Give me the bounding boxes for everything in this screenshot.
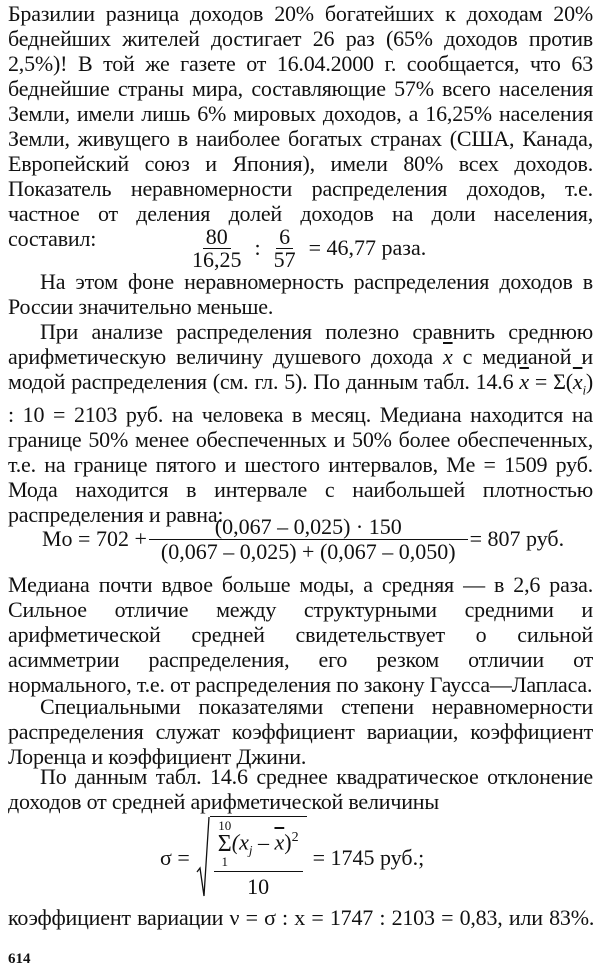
- formula-mode: [42, 515, 564, 563]
- formula-result: = 1745 руб.;: [312, 845, 425, 870]
- denominator: 16,25: [192, 246, 242, 272]
- paragraph-text: При анализе распределения полезно сравнить среднюю арифметическую величину душевого дохода $\overline{x}$ с медианой и модой распределения (см. гл. 5). По данным табл. 14.6 $\overline{x} = \Sigma(\overline{x}_i)$ : 10 = 2103 руб. на человека в месяц. Медиана находится на границе 50% менее обеспеченных и 50% более обеспеченных, т.е. на границе пятого и шестого интервалов, Me = 1509 руб. Мода находится в интервале с наибольшей плотностью распределения и равна:: [8, 319, 593, 528]
- exponent: 2: [291, 829, 299, 845]
- paragraph-asymmetry: [8, 572, 593, 697]
- paragraph-indicators: [8, 694, 593, 769]
- denominator: 10: [247, 874, 270, 899]
- sum-term: $(x_j - \overline{x})^2$: [231, 828, 299, 858]
- paragraph-text: На этом фоне неравномерность распределения доходов в России значительно меньше.: [8, 269, 593, 319]
- summation: [218, 819, 232, 869]
- sum-lower-limit: 1: [221, 854, 229, 869]
- x-bar-symbol: $\overline{x}$: [519, 369, 529, 394]
- formula-lhs: σ =: [160, 845, 190, 870]
- radical-sign-icon: [196, 816, 210, 898]
- paragraph-std-deviation: [8, 764, 593, 814]
- paragraph-russia: [8, 269, 593, 319]
- sum-upper-limit: 10: [218, 818, 232, 833]
- mode-fraction: [155, 513, 462, 564]
- numerator: 6: [276, 226, 293, 249]
- paragraph-income-inequality: [8, 1, 593, 251]
- formula-inequality-ratio: [185, 220, 432, 276]
- sum-symbol: Σ: [217, 831, 232, 857]
- x-bar-symbol: $\overline{x}$: [572, 369, 583, 394]
- paragraph-text: Специальными показателями степени неравномерности распределения служат коэффициент вариации, коэффициент Лоренца и коэффициент Джини.: [8, 694, 593, 769]
- subscript-i: i: [582, 382, 586, 398]
- formula-lhs: Mo = 702 +: [42, 526, 147, 551]
- paragraph-median-mode: [8, 319, 593, 527]
- paragraph-text: Медиана почти вдвое больше моды, а средняя — в 2,6 раза. Сильное отличие между структурными средними и арифметической средней свидетельствует о сильной асимметрии распределения, его резком отличии от нормального, т.е. от распределения по закону Гаусса—Лапласа.: [8, 572, 593, 697]
- page-number: 614: [8, 951, 31, 967]
- paragraph-text: коэффициент вариации ν = σ : x = 1747 : 2103 = 0,83, или 83%.: [8, 905, 595, 930]
- radicand: [210, 816, 307, 900]
- square-root: [196, 816, 307, 900]
- denominator: 57: [273, 246, 296, 272]
- formula-sigma: [160, 818, 424, 898]
- sum-numerator: [214, 817, 303, 872]
- formula-result: = 807 руб.: [469, 526, 565, 551]
- colon-operator: :: [254, 235, 261, 260]
- formula-result: = 46,77 раза.: [308, 235, 427, 260]
- numerator: (0,067 – 0,025) · 150: [149, 516, 468, 540]
- paragraph-text: Бразилии разница доходов 20% богатейших к доходам 20% беднейших жителей достигает 26 раз (65% доходов против 2,5%)! В той же газете от 16.04.2000 г. сообщается, что 63 беднейшие страны мира, составляющие 57% всего населения Земли, имели лишь 6% мировых доходов, а 16,25% населения Земли, живущего в наиболее богатых странах (США, Канада, Европейский союз и Япония), имели 80% всех доходов. Показатель неравномерности распределения доходов, т.е. частное от деления долей доходов на доли населения, составил:: [8, 1, 593, 251]
- fraction-80-over-16-25: [189, 223, 245, 272]
- numerator: 80: [203, 226, 231, 249]
- x-bar-symbol: $\overline{x}$: [274, 828, 285, 854]
- denominator: (0,067 – 0,025) + (0,067 – 0,050): [160, 538, 456, 564]
- paragraph-variation-coefficient: [8, 905, 598, 930]
- paragraph-text: По данным табл. 14.6 среднее квадратическое отклонение доходов от средней арифметической величины: [8, 764, 593, 814]
- fraction-6-over-57: [271, 223, 299, 272]
- x-bar-symbol: $\overline{x}$: [443, 344, 453, 369]
